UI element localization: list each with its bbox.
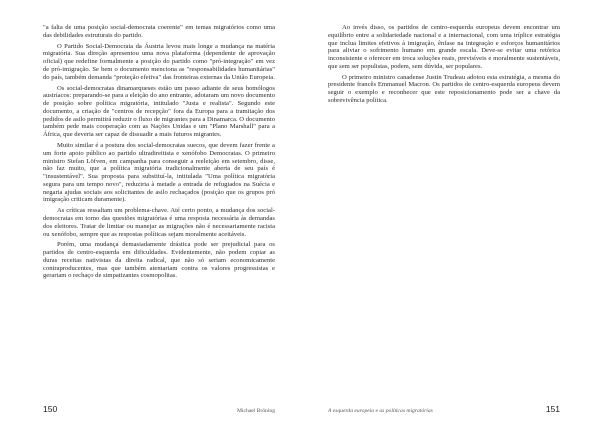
right-page	[300, 0, 600, 439]
running-head: A esquerda europeia e as políticas migratórias	[328, 408, 433, 414]
left-page-footer	[43, 404, 275, 416]
page-number: 150	[43, 404, 58, 414]
left-page-body	[43, 24, 275, 283]
page-number: 151	[545, 404, 560, 414]
paragraph: Porém, uma mudança demasiadamente drástica pode ser prejudicial para os partidos de centro-esquerda em dificuldades. Evidentemente, não podem copiar as duras receitas nativistas da direita radical, que não só seriam economicamente contraproducentes, mas que também atentariam contra os valores progressistas e gerariam o rechaço de simpatizantes cosmopolitas.	[43, 241, 275, 280]
paragraph: As críticas ressaltam um problema-chave. Até certo ponto, a mudança dos social-democratas em torno das questões migratórias é uma resposta necessária às demandas dos eleitores. Tratar de limitar ou manejar as migrações não é necessariamente racista ou xenófobo, sempre que as respostas políticas sejam moralmente aceitáveis.	[43, 207, 275, 238]
right-page-body	[328, 24, 560, 108]
paragraph: Ao invés disso, os partidos de centro-esquerda europeus devem encontrar um equilíbrio entre a solidariedade nacional e a internacional, com uma tríplice estratégia que inclua limites efetivos à imigração, ênfase na integração e esforços humanitários para aliviar o sofrimento humano em grande escala. Deve-se evitar uma retórica inconsistente e oferecer em troca soluções reais, previsíveis e moralmente sustentáveis, que sem ser populistas, podem, sem dúvida, ser populares.	[328, 24, 560, 70]
paragraph: "a falta de uma posição social-democrata coerente" em temas migratórios como uma das debilidades estruturais do partido.	[43, 24, 275, 39]
paragraph: O primeiro ministro canadense Justin Trudeau adotou esta estratégia, a mesma do presidente francês Emmanuel Macron. Os partidos de centro-esquerda europeus devem seguir o exemplo e reconhecer que este reposicionamento pode ser a chave da sobrevivência política.	[328, 73, 560, 104]
running-head: Michael Bröning	[236, 408, 275, 414]
paragraph: O Partido Social-Democrata da Áustria levou mais longe a mudança na matéria migratória. Sua direção apresentou uma nova plataforma (dependente de aprovação oficial) que redefine formalmente a posição do partido como "pró-integração" em vez de pró-imigração. Se bem o documento menciona as "responsabilidades humanitárias" do país, também demanda "proteção efetiva" das fronteiras externas da União Europeia.	[43, 42, 275, 81]
paragraph: Os social-democratas dinamarqueses estão um passo adiante de seus homólogos austríacos: preparando-se para a eleição do ano entrante, adotaram um novo documento de posição sobre política migratória, intitulado "Justa e realista". Segundo este documento, a criação de "centros de recepção" fora da Europa para a tramitação dos pedidos de asilo permitirá reduzir o fluxo de migrantes para a Dinamarca. O documento também pede mais cooperação com as Nações Unidas e um "Plano Marshall" para a África, que deveria ser capaz de dissuadir a mais futuros migrantes.	[43, 84, 275, 139]
paragraph: Muito similar é a postura dos social-democratas suecos, que devem fazer frente a um forte apoio público ao partido ultradireitista e xenófobo Democratas. O primeiro ministro Stefan Löfven, em campanha para conseguir a reeleição em setembro, disse, não faz muito, que a política migratória tradicionalmente aberta de seu país é "insustentável". Sua proposta para substituí-la, intitulada "Uma política migratória segura para um tempo novo", reduziria à metade a entrada de refugiados na Suécia e negaria ajudas sociais aos solicitantes de asilo rechaçados (posição que os grupos pró imigração criticam duramente).	[43, 142, 275, 204]
right-page-footer	[328, 404, 560, 416]
